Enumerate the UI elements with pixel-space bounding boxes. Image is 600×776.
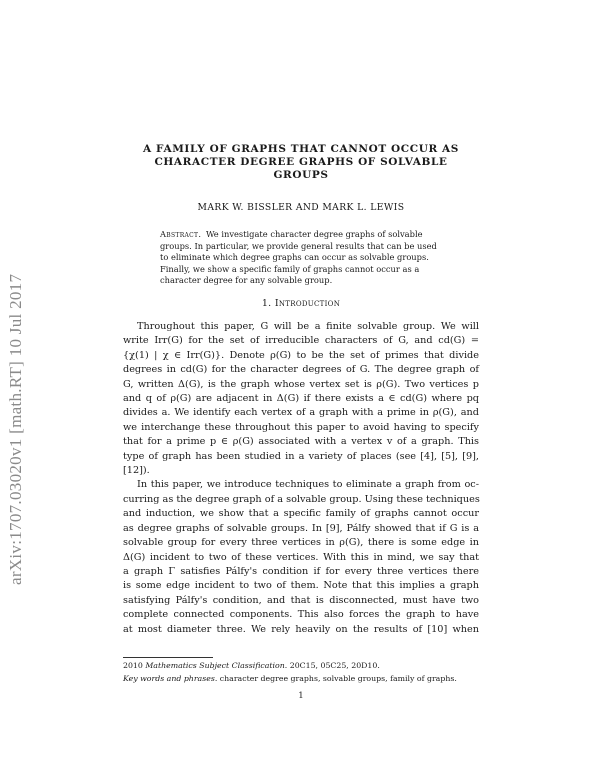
paper-title <box>123 143 479 182</box>
text-line: Throughout this paper, G will be a finite solvable group. We will <box>137 321 479 332</box>
msc-label: Mathematics Subject Classification. <box>145 661 288 670</box>
paper-authors: MARK W. BISSLER AND MARK L. LEWIS <box>197 202 405 213</box>
section-number: 1. <box>261 298 272 309</box>
arxiv-identifier: arXiv:1707.03020v1 [math.RT] 10 Jul 2017 <box>6 273 25 585</box>
text-line: is some edge incident to two of them. Note that this implies a graph <box>123 580 479 592</box>
text-line: as degree graphs of solvable groups. In [9], Pálfy showed that if G is a <box>123 522 479 534</box>
abstract-line: We investigate character degree graphs of solvable <box>205 229 423 239</box>
title-line: CHARACTER DEGREE GRAPHS OF SOLVABLE <box>154 156 448 168</box>
msc-codes: 20C15, 05C25, 20D10. <box>289 661 380 670</box>
text-line: at most diameter three. We rely heavily on the results of [10] when <box>123 623 479 635</box>
text-line: and q of ρ(G) are adjacent in Δ(G) if there exists a ∈ cd(G) where pq <box>123 393 479 405</box>
footnote-msc <box>123 661 483 670</box>
text-line: that for a prime p ∈ ρ(G) associated with a vertex v of a graph. This <box>123 436 479 448</box>
text-line: solvable group for every three vertices in ρ(G), there is some edge in <box>123 537 479 549</box>
abstract <box>160 229 442 287</box>
abstract-label: Abstract. <box>160 229 202 239</box>
text-line: type of graph has been studied in a variety of places (see [4], [5], [9], <box>123 450 479 462</box>
text-line: [12]). <box>123 465 150 477</box>
text-line: Δ(G) incident to two of these vertices. With this in mind, we say that <box>123 551 479 563</box>
text-line: satisfying Pálfy's condition, and that is disconnected, must have two <box>123 594 479 606</box>
text-line: {χ(1) | χ ∈ Irr(G)}. Denote ρ(G) to be the set of primes that divide <box>123 349 479 361</box>
text-line: divides a. We identify each vertex of a graph with a prime in ρ(G), and <box>123 407 479 419</box>
abstract-line: to eliminate which degree graphs can occur as solvable groups. <box>160 252 429 262</box>
text-line: and induction, we show that a specific family of graphs cannot occur <box>123 508 479 520</box>
abstract-line: Finally, we show a specific family of graphs cannot occur as a <box>160 263 420 274</box>
abstract-line: groups. In particular, we provide general results that can be used <box>160 240 437 251</box>
text-line: curring as the degree graph of a solvable group. Using these techniques <box>123 493 480 505</box>
text-line: we interchange these throughout this paper to avoid having to specify <box>123 421 479 433</box>
section-title: Introduction <box>274 298 341 309</box>
paragraph-2 <box>123 478 479 636</box>
text-line: In this paper, we introduce techniques to eliminate a graph from oc- <box>137 479 479 491</box>
title-line: A FAMILY OF GRAPHS THAT CANNOT OCCUR AS <box>143 143 459 155</box>
text-line: degrees in cd(G) for the character degrees of G. The degree graph of <box>123 364 479 376</box>
page-number: 1 <box>298 691 304 701</box>
title-line: GROUPS <box>273 169 329 181</box>
section-heading <box>123 298 479 309</box>
abstract-line: character degree for any solvable group. <box>160 275 333 285</box>
text-line: a graph Γ satisfies Pálfy's condition if for every three vertices there <box>123 565 479 577</box>
footnote-keywords <box>123 674 483 683</box>
msc-year: 2010 <box>123 661 143 670</box>
text-line: G, written Δ(G), is the graph whose vertex set is ρ(G). Two vertices p <box>123 378 479 390</box>
footnote-rule <box>123 657 213 658</box>
body-text <box>123 320 479 637</box>
keywords: character degree graphs, solvable groups, family of graphs. <box>219 674 457 683</box>
keywords-label: Key words and phrases. <box>123 674 218 683</box>
text-line: write Irr(G) for the set of irreducible characters of G, and cd(G) = <box>123 335 479 347</box>
text-line: complete connected components. This also forces the graph to have <box>123 609 479 621</box>
paragraph-1 <box>123 320 479 478</box>
